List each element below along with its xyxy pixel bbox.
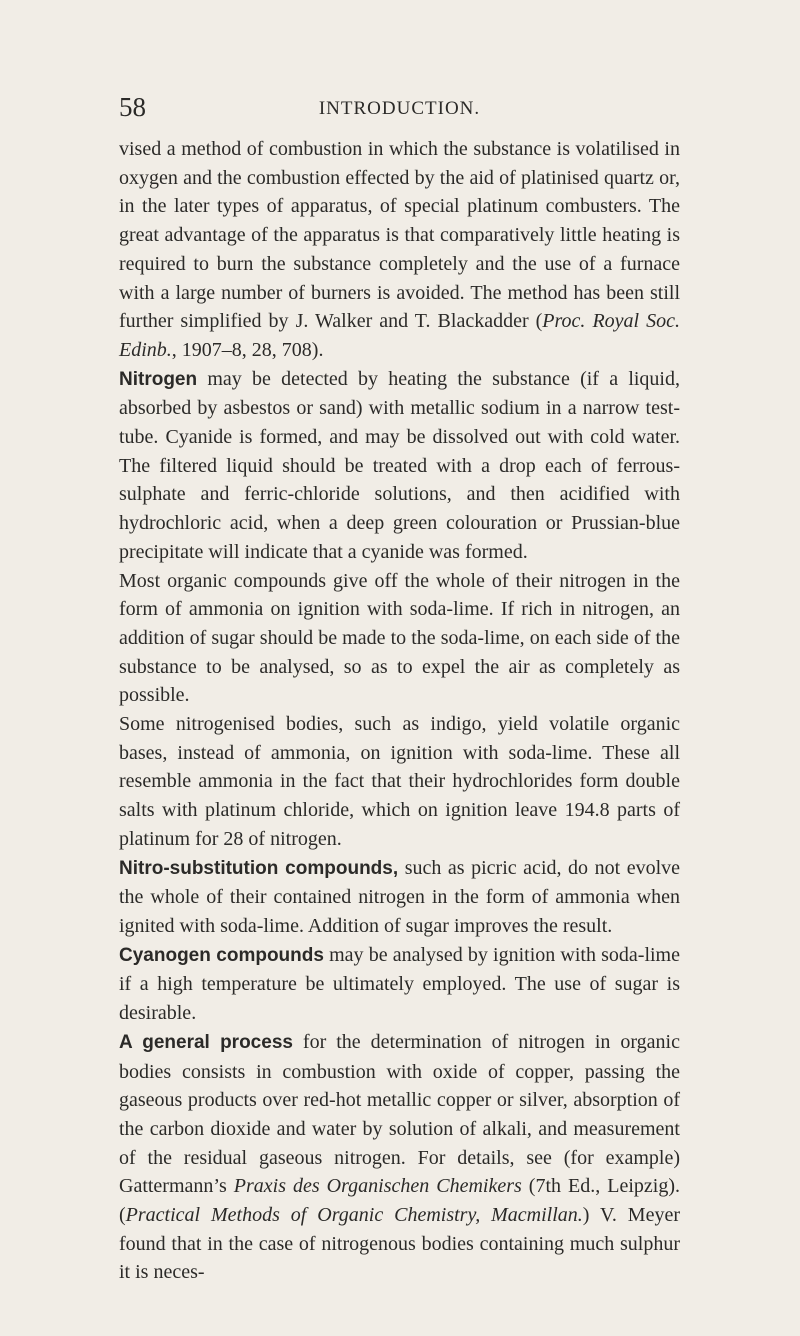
- paragraph-general-process: [119, 1028, 680, 1287]
- text-run: ) V. Meyer found that in the case of nitrogenous bodies containing much sulphur it is neces-: [119, 1204, 680, 1284]
- section-heading: Nitro-substitution compounds,: [119, 857, 399, 879]
- citation-italic: Praxis des Organischen Chemikers: [233, 1175, 522, 1198]
- page-header: [119, 92, 680, 128]
- section-heading: Cyanogen compounds: [119, 944, 324, 966]
- text-run: may be detected by heating the substance (if a liquid, absorbed by asbestos or sand) with metallic sodium in a narrow test-tube. Cyanide is formed, and may be dissolved out with cold water. The filtered liquid should be treated with a drop each of ferrous-sulphate and ferric-chloride solutions, and then acidified with hydrochloric acid, when a deep green colouration or Prussian-blue precipitate will indicate that a cyanide was formed.: [119, 367, 680, 563]
- text-run: Most organic compounds give off the whole of their nitrogen in the form of ammonia on ignition with soda-lime. If rich in nitrogen, an addition of sugar should be made to the soda-lime, on each side of the substance to be analysed, so as to expel the air as completely as possible.: [119, 569, 680, 707]
- text-run: (7th Ed., Leipzig). (: [119, 1175, 681, 1227]
- paragraph-combustion: [119, 135, 680, 365]
- text-run: such as picric acid, do not evolve the whole of their contained nitrogen in the form of ammonia when ignited with soda-lime. Addition of sugar improves the result.: [119, 856, 681, 937]
- paragraph-ammonia: [119, 567, 680, 711]
- section-heading: Nitrogen: [119, 368, 198, 390]
- text-run: may be analysed by ignition with soda-lime if a high temperature be ultimately employed. The use of sugar is desirable.: [119, 943, 680, 1025]
- citation-italic: Proc. Royal Soc. Edinb.: [119, 310, 680, 361]
- paragraph-nitrogen: [119, 365, 680, 567]
- text-run: for the determination of nitrogen in organic bodies consists in combustion with oxide of copper, passing the gaseous products over red-hot metallic copper or silver, absorption of the carbon dioxide and water by solution of alkali, and measurement of the residual gaseous nitrogen. For details, see (for example) Gattermann’s: [119, 1030, 680, 1198]
- paragraph-nitro-substitution: [119, 854, 680, 941]
- paragraph-cyanogen: [119, 941, 680, 1028]
- body-text: [119, 135, 680, 1287]
- section-heading: A general process: [119, 1031, 293, 1053]
- text-run: vised a method of combustion in which the substance is volatilised in oxygen and the combustion effected by the aid of platinised quartz or, in the later types of apparatus, of special platinum combusters. The great advantage of the apparatus is that comparatively little heating is required to burn the substance completely and the use of a furnace with a large number of burners is avoided. The method has been still further simplified by J. Walker and T. Blackadder (: [119, 138, 680, 333]
- text-run: Some nitrogenised bodies, such as indigo, yield volatile organic bases, instead of ammonia, on ignition with soda-lime. These all resemble ammonia in the fact that their hydrochlorides form double salts with platinum chloride, which on ignition leave 194.8 parts of platinum for 28 of nitrogen.: [119, 713, 680, 850]
- page-number: 58: [119, 92, 146, 122]
- citation-italic: Practical Methods of Organic Chemistry, Macmillan.: [125, 1204, 583, 1227]
- running-title: INTRODUCTION.: [318, 98, 481, 119]
- paragraph-organic-bases: [119, 710, 680, 854]
- text-run: , 1907–8, 28, 708).: [171, 338, 324, 361]
